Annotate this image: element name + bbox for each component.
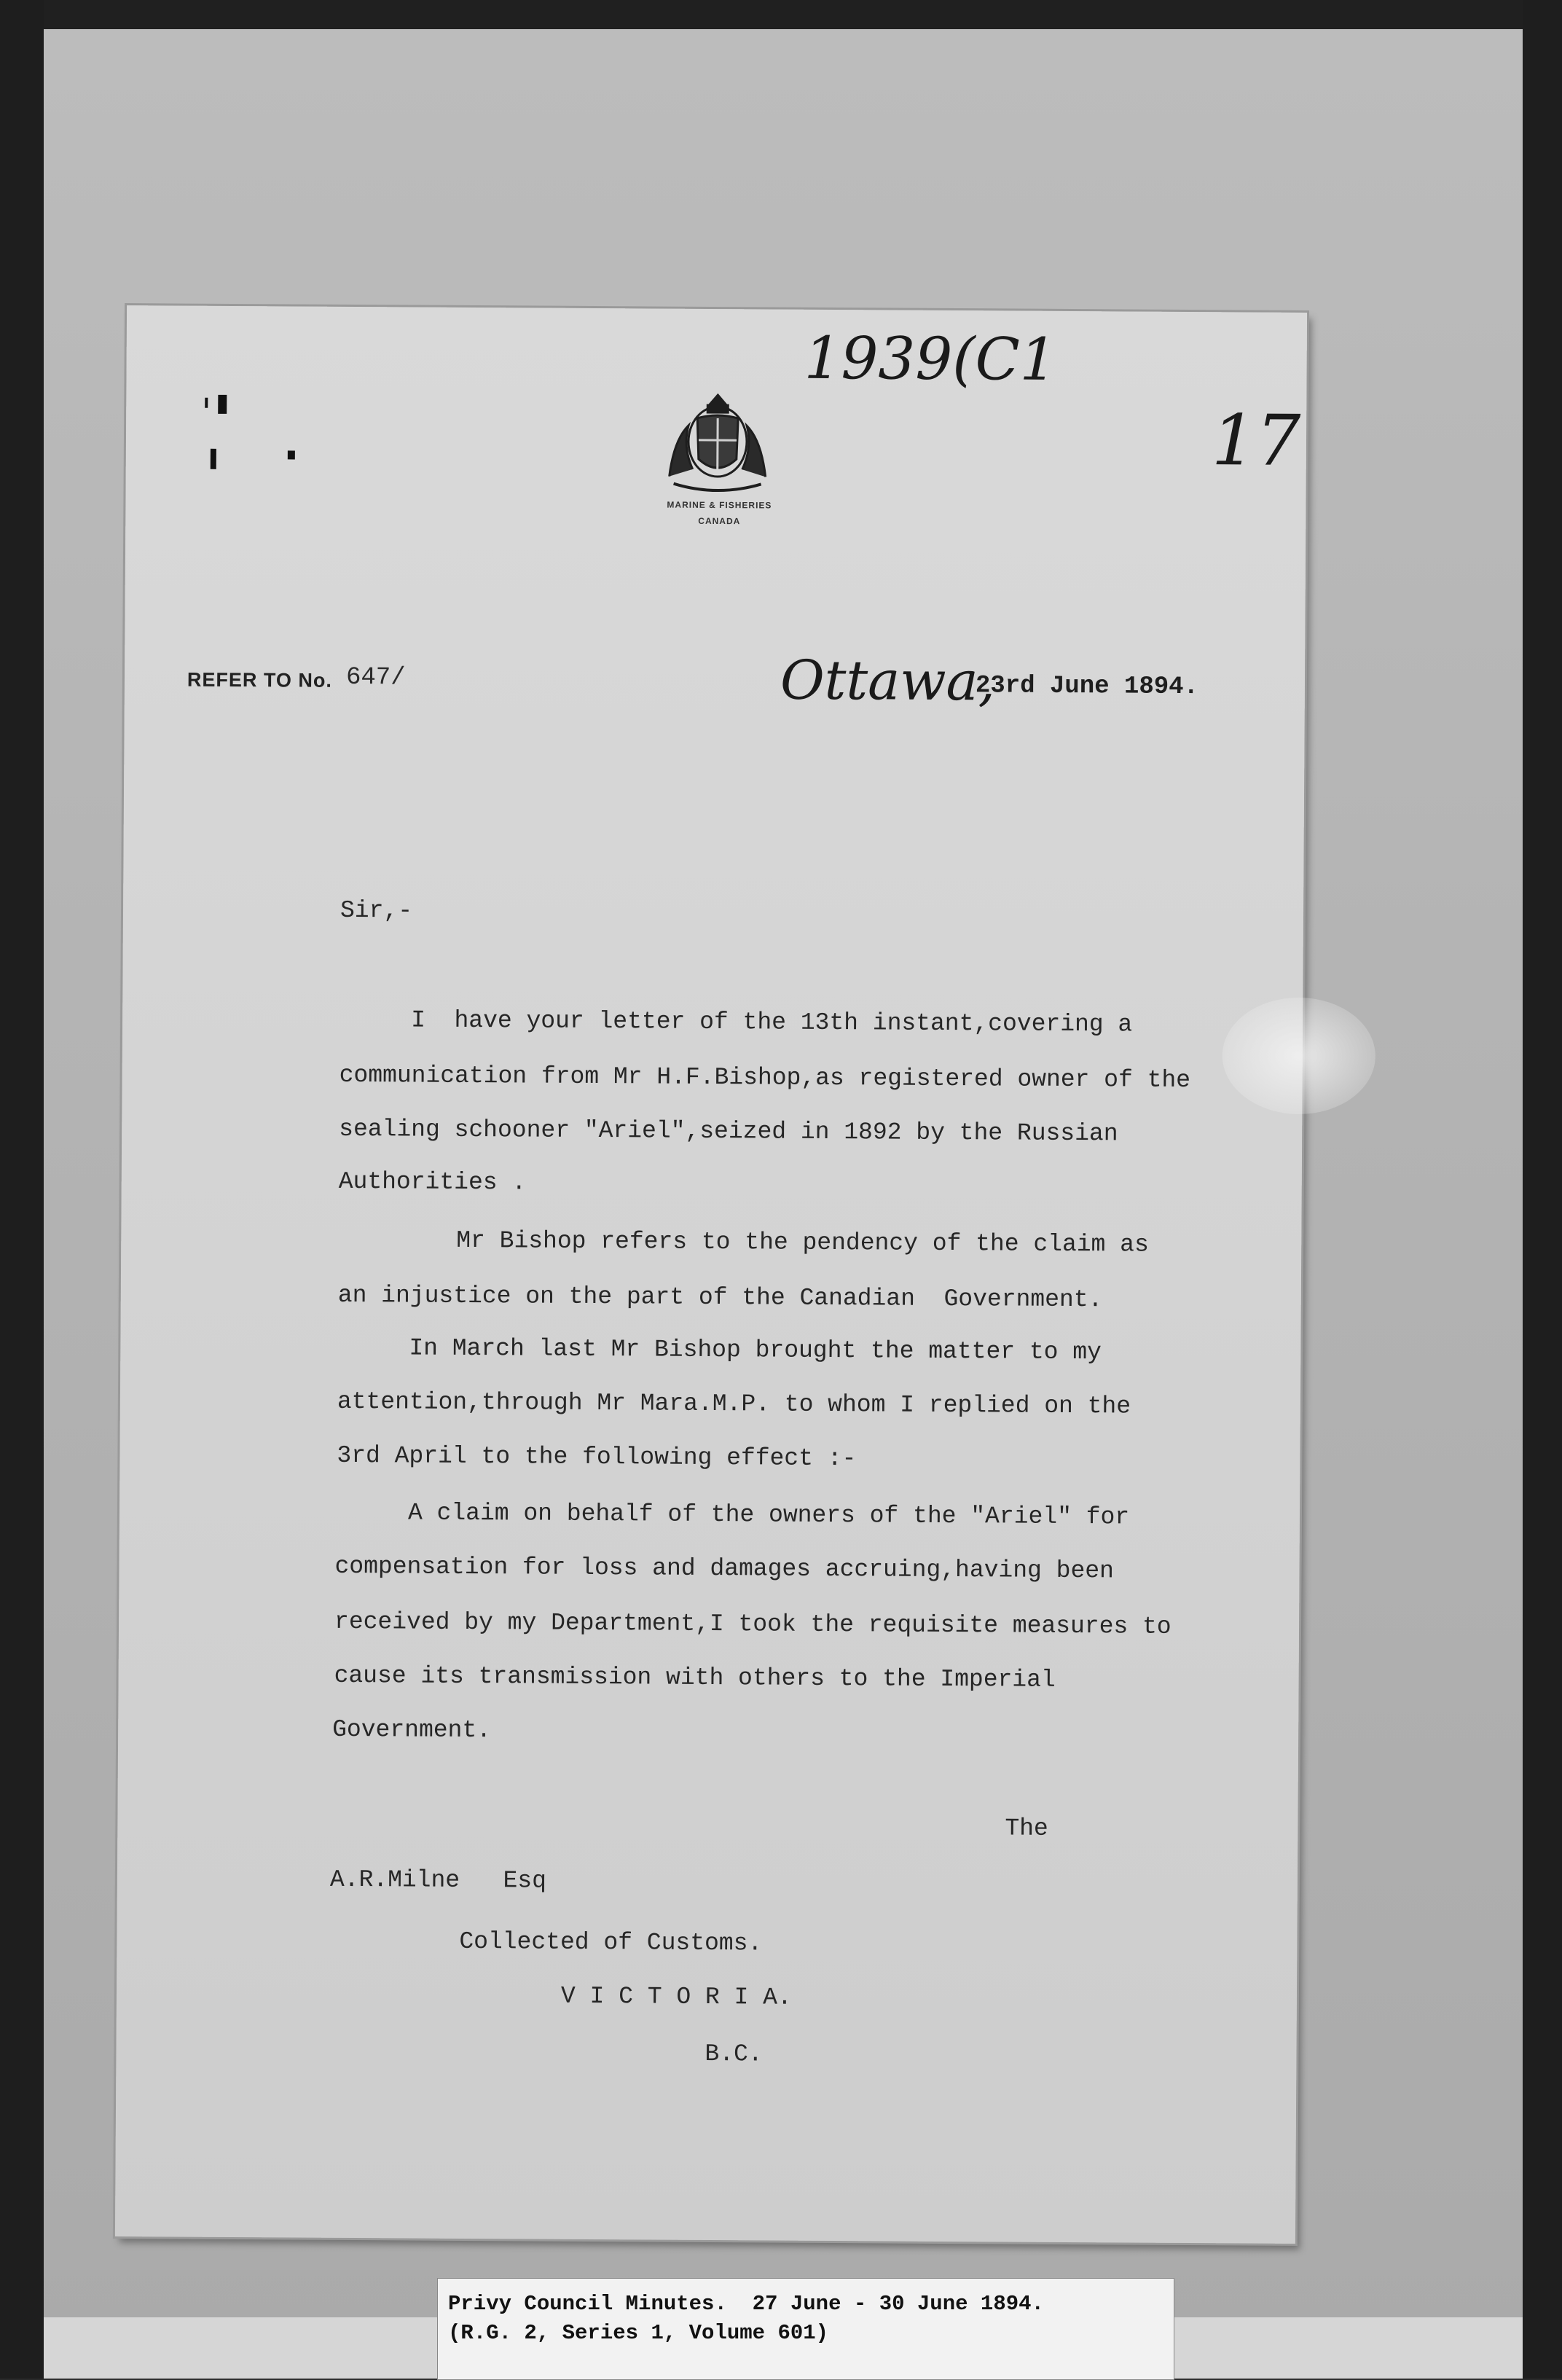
catchword: The bbox=[1005, 1815, 1048, 1841]
letter-line: attention,through Mr Mara.M.P. to whom I replied on the bbox=[337, 1388, 1131, 1420]
letter-line: sealing schooner "Ariel",seized in 1892 by the Russian bbox=[339, 1116, 1118, 1148]
addressee-title: Collected of Customs. bbox=[459, 1928, 762, 1957]
filing-mark bbox=[211, 449, 216, 469]
filing-mark bbox=[218, 395, 227, 414]
letter-date: 23rd June 1894. bbox=[976, 672, 1198, 701]
refer-to-label: REFER TO No. bbox=[187, 669, 332, 692]
letter-line: cause its transmission with others to the Imperial bbox=[334, 1662, 1056, 1694]
addressee-name: A.R.Milne Esq bbox=[330, 1866, 546, 1895]
letter-line: Government. bbox=[332, 1716, 491, 1744]
letter-line: Authorities . bbox=[339, 1168, 527, 1197]
department-country: CANADA bbox=[635, 515, 803, 526]
letter-line: In March last Mr Bishop brought the matter to my bbox=[409, 1334, 1102, 1366]
department-name: MARINE & FISHERIES bbox=[635, 499, 803, 510]
refer-to-number: 647/ bbox=[346, 664, 406, 692]
letter-city: Ottawa, bbox=[780, 649, 996, 713]
film-right-edge bbox=[1523, 0, 1562, 2379]
salutation: Sir,- bbox=[340, 897, 412, 925]
paper-stain bbox=[1222, 997, 1375, 1114]
letter-line: A claim on behalf of the owners of the "Ariel" for bbox=[408, 1499, 1129, 1530]
handwritten-file-number: 1939(C1 bbox=[804, 324, 1056, 394]
letter-line: 3rd April to the following effect :- bbox=[337, 1442, 856, 1472]
film-top-edge bbox=[0, 0, 1562, 29]
letter-line: compensation for loss and damages accruing,having been bbox=[334, 1553, 1114, 1585]
archive-label bbox=[437, 2278, 1174, 2380]
film-left-edge bbox=[0, 0, 44, 2379]
filing-mark bbox=[288, 450, 295, 459]
archive-label-line2: (R.G. 2, Series 1, Volume 601) bbox=[448, 2321, 828, 2345]
royal-coat-of-arms-icon bbox=[644, 388, 790, 506]
letter-line: received by my Department,I took the requisite measures to bbox=[334, 1608, 1172, 1640]
addressee-city: V I C T O R I A. bbox=[561, 1983, 792, 2011]
archive-label-line1: Privy Council Minutes. 27 June - 30 June 1894. bbox=[448, 2292, 1044, 2316]
handwritten-page-number: 17 bbox=[1212, 399, 1301, 482]
addressee-province: B.C. bbox=[705, 2040, 762, 2067]
letter-line: Mr Bishop refers to the pendency of the claim as bbox=[456, 1227, 1149, 1258]
letter-line: communication from Mr H.F.Bishop,as registered owner of the bbox=[340, 1062, 1191, 1094]
letter-page bbox=[115, 305, 1307, 2244]
filing-mark bbox=[205, 398, 208, 408]
letter-line: I have your letter of the 13th instant,covering a bbox=[411, 1006, 1132, 1038]
letter-line: an injustice on the part of the Canadian Government. bbox=[338, 1282, 1103, 1313]
